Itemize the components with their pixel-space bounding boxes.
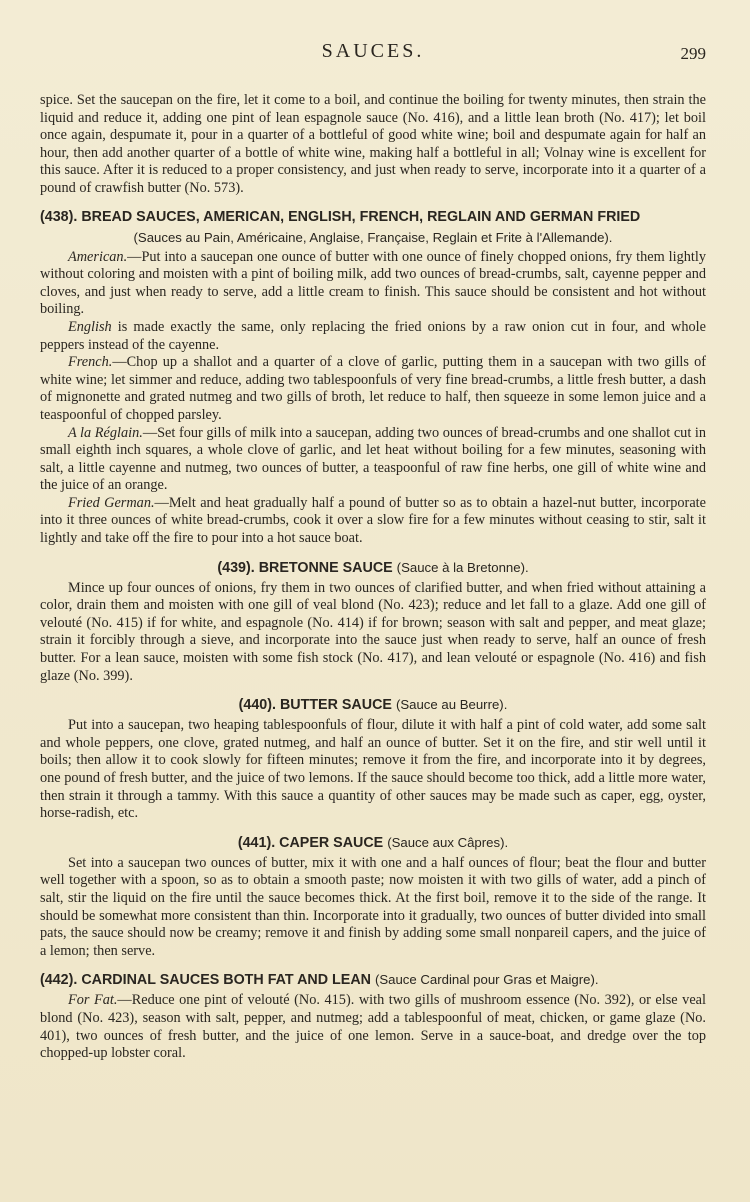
section-438-heading: (438). BREAD SAUCES, AMERICAN, ENGLISH, FRENCH, REGLAIN AND GERMAN FRIED xyxy=(40,208,641,225)
text-reglain: —Set four gills of milk into a saucepan, adding two ounces of bread-crumbs and one shallot cut in small eighth inch squares, a whole clove of garlic, and let heat without boiling for a few minutes, seasoning with salt, a little cayenne and nutmeg, two ounces of butter, a teaspoonful of raw fine herbs, one gill of white wine and the juice of an orange. xyxy=(40,424,706,494)
paragraph-english xyxy=(40,319,706,354)
section-440-subheading: (Sauce au Beurre). xyxy=(395,697,508,713)
section-439-subheading: (Sauce à la Bretonne). xyxy=(396,559,529,575)
paragraph-french xyxy=(40,354,706,424)
section-441-heading xyxy=(40,833,706,853)
text-french: —Chop up a shallot and a quarter of a clove of garlic, putting them in a saucepan with two gills of white wine; let simmer and reduce, adding two tablespoonfuls of very fine bread-crumbs, a little fresh butter, a dash of mignonette and grated nutmeg and two gills of broth, let reduce to half, then squeeze in some lemon juice and a teaspoonful of chopped parsley. xyxy=(40,354,706,423)
text-fried-german: —Melt and heat gradually half a pound of butter so as to obtain a hazel-nut butter, incorporate into it three ounces of white bread-crumbs, cook it over a slow fire for a few minutes without ceasing to stir, salt it lightly and take off the fire to pour into a hot sauce boat. xyxy=(40,494,706,547)
page-body xyxy=(40,92,706,1063)
text-for-fat: —Reduce one pint of velouté (No. 415). with two gills of mushroom essence (No. 392), or else veal blond (No. 423), season with salt, pepper, and nutmeg; add a tablespoonful of meat, chicken, or game glaze (No. 401), two ounces of fresh butter, and the juice of one lemon. Serve in a sauce-boat, and dredge over the top chopped-up lobster coral. xyxy=(40,992,706,1062)
section-442-heading xyxy=(40,970,706,990)
paragraph-fried-german xyxy=(40,495,706,548)
section-442-subheading: (Sauce Cardinal pour Gras et Maigre). xyxy=(374,972,599,988)
paragraph-bretonne: Mince up four ounces of onions, fry them in two ounces of clarified butter, and when fried without attaining a color, drain them and moisten with one gill of veal blond (No. 423); reduce and let fall to a glaze. Add one gill of velouté (No. 415) if for white, and espagnole (No. 414) if for brown; season with salt and pepper, and meat glaze; strain it forcibly through a sieve, and incorporate into the sauce just when ready to serve, half an ounce of fresh butter. For a lean sauce, moisten with some fish stock (No. 417), and lean velouté or espagnole (No. 416) and fish glaze (No. 399). xyxy=(40,579,706,684)
paragraph-reglain xyxy=(40,425,706,495)
paragraph-caper: Set into a saucepan two ounces of butter, mix it with one and a half ounces of flour; beat the flour and butter well together with a spoon, so as to obtain a smooth paste; now moisten it with two gills of water, add a pinch of salt, stir the liquid on the fire until the sauce becomes thick. At the first boil, remove it to the side of the range. It should be somewhat more consistent than thin. Incorporate into it gradually, two ounces of butter divided into small pats, the sauce should now be creamy; remove it and finish by adding some small nonpareil capers, and the juice of a lemon; then serve. xyxy=(40,854,706,959)
section-442-title: (442). CARDINAL SAUCES BOTH FAT AND LEAN xyxy=(40,972,371,989)
lead-english: English xyxy=(68,318,112,335)
lead-american: American. xyxy=(68,248,128,265)
running-head xyxy=(40,40,706,70)
running-title: SAUCES. xyxy=(321,40,425,62)
section-440-title: (440). BUTTER SAUCE xyxy=(238,697,392,714)
paragraph-american xyxy=(40,249,706,319)
paragraph-for-fat xyxy=(40,992,706,1062)
section-439-title: (439). BRETONNE SAUCE xyxy=(217,559,393,576)
section-440-heading xyxy=(40,695,706,715)
page-number: 299 xyxy=(680,44,706,63)
section-441-title: (441). CAPER SAUCE xyxy=(237,834,384,851)
text-american: —Put into a saucepan one ounce of butter with one ounce of finely chopped onions, fry them lightly without coloring and moisten with a pint of boiling milk, add two ounces of bread-crumbs, salt, cayenne pepper and cloves, and just when ready to serve, add a little cream to finish. This sauce should be consistent and hot without boiling. xyxy=(40,248,706,318)
lead-reglain: A la Réglain. xyxy=(68,424,143,441)
section-439-heading xyxy=(40,558,706,578)
paragraph-butter: Put into a saucepan, two heaping tablespoonfuls of flour, dilute it with half a pint of cold water, add some salt and whole peppers, one clove, grated nutmeg, and half an ounce of butter. Set it on the fire, and stir well until it boils; then allow it to cook slowly for fifteen minutes; remove it from the fire, and incorporate into it by degrees, one pound of fresh butter, and the juice of two lemons. If the sauce should become too thick, add a little more water, then strain it through a tammy. With this sauce a quantity of other sauces may be made such as caper, egg, oyster, horse-radish, etc. xyxy=(40,717,706,822)
intro-paragraph: spice. Set the saucepan on the fire, let it come to a boil, and continue the boiling for twenty minutes, then strain the liquid and reduce it, adding one pint of lean espagnole sauce (No. 416), and a little lean broth (No. 417); let boil once again, despumate it, pour in a quarter of a bottleful of good white wine; boil and despumate again for half an hour, then add another quarter of a bottle of white wine, making half a bottleful in all; Volnay wine is excellent for this sauce. After it is reduced to a proper consistency, and just when ready to serve, incorporate into it a quarter of a pound of crawfish butter (No. 573). xyxy=(40,92,706,196)
lead-french: French. xyxy=(68,354,113,371)
lead-fried-german: Fried German. xyxy=(68,494,155,511)
lead-for-fat: For Fat. xyxy=(68,992,118,1009)
section-441-subheading: (Sauce aux Câpres). xyxy=(387,834,509,850)
text-english: is made exactly the same, only replacing the fried onions by a raw onion cut in four, and whole peppers instead of the cayenne. xyxy=(40,318,706,353)
section-438-subheading: (Sauces au Pain, Américaine, Anglaise, Française, Reglain et Frite à l'Allemande). xyxy=(133,229,613,245)
